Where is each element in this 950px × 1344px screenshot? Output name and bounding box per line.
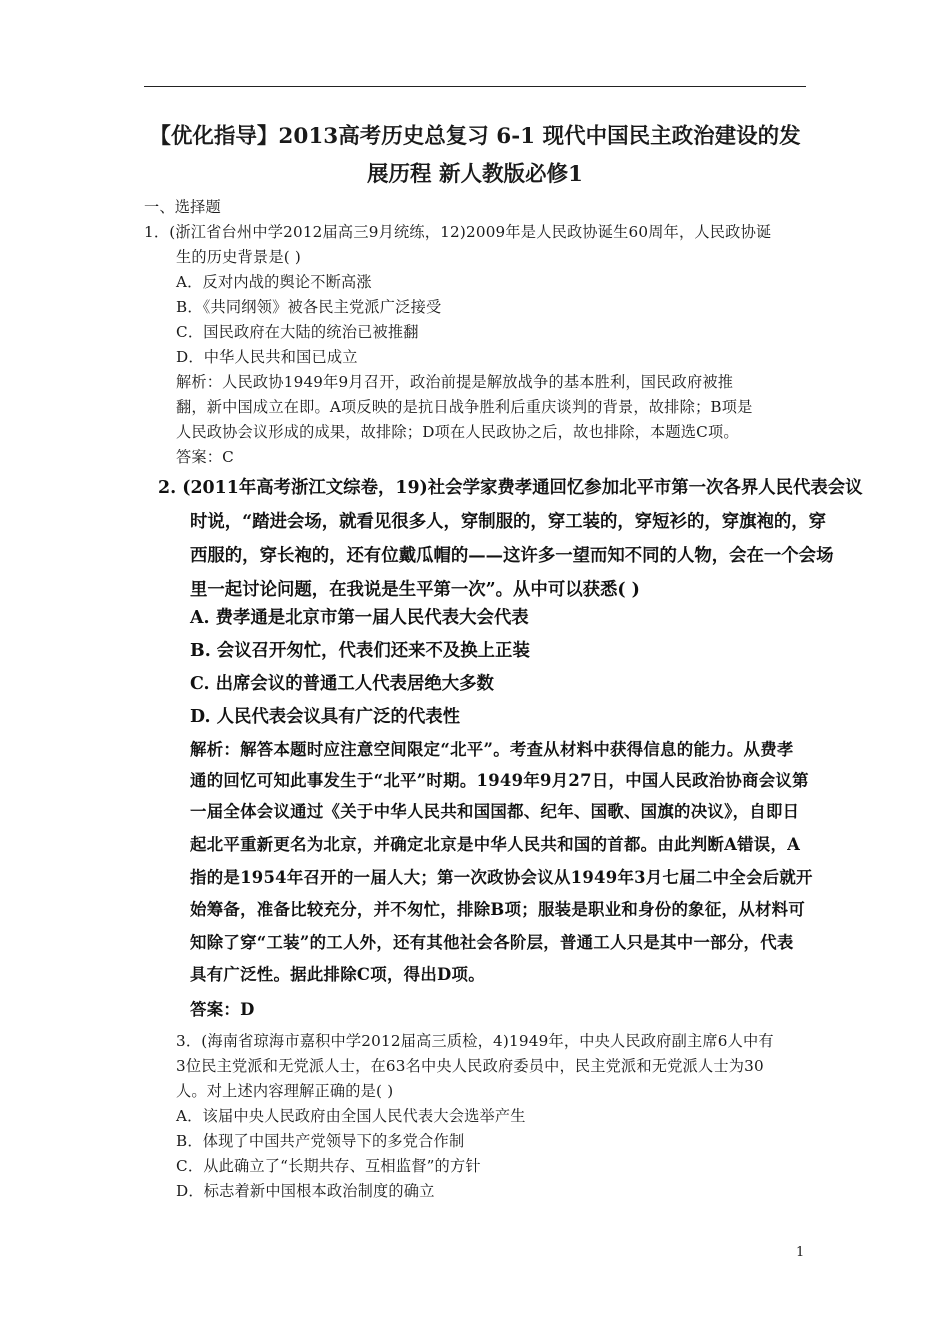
document-title-line2: 展历程 新人教版必修1 (367, 162, 583, 187)
q3-stem-line3: 人。对上述内容理解正确的是( ) (176, 1082, 394, 1100)
q3-stem-line2: 3位民主党派和无党派人士，在63名中央人民政府委员中，民主党派和无党派人士为30 (176, 1057, 764, 1075)
q2-analysis-line6: 始筹备，准备比较充分，并不匆忙，排除B项；服装是职业和身份的象征，从材料可 (190, 900, 806, 919)
q1-option-d: D．中华人民共和国已成立 (176, 348, 358, 366)
q2-analysis-line3: 一届全体会议通过《关于中华人民共和国国都、纪年、国歌、国旗的决议》，自即日 (190, 802, 800, 821)
q3-stem-line1: 3．(海南省琼海市嘉积中学2012届高三质检，4)1949年，中央人民政府副主席6人中有 (176, 1032, 774, 1050)
q1-analysis-line3: 人民政协会议形成的成果，故排除；D项在人民政协之后，故也排除，本题选C项。 (176, 423, 739, 441)
q3-option-a: A．该届中央人民政府由全国人民代表大会选举产生 (176, 1107, 526, 1125)
section-heading: 一、选择题 (144, 198, 221, 216)
q2-analysis-line7: 知除了穿“工装”的工人外，还有其他社会各阶层，普通工人只是其中一部分，代表 (190, 933, 794, 952)
q2-analysis-line8: 具有广泛性。据此排除C项，得出D项。 (190, 965, 485, 984)
q2-analysis-line4: 起北平重新更名为北京，并确定北京是中华人民共和国的首都。由此判断A错误，A (190, 835, 801, 854)
q1-option-a: A．反对内战的舆论不断高涨 (176, 273, 372, 291)
q1-option-c: C．国民政府在大陆的统治已被推翻 (176, 323, 419, 341)
q2-option-a: A. 费孝通是北京市第一届人民代表大会代表 (190, 608, 529, 628)
document-title-line1: 【优化指导】2013高考历史总复习 6-1 现代中国民主政治建设的发 (149, 124, 801, 149)
q3-option-c: C．从此确立了“长期共存、互相监督”的方针 (176, 1157, 481, 1175)
q1-stem-line2: 生的历史背景是( ) (176, 248, 301, 266)
q2-analysis-line2: 通的回忆可知此事发生于“北平”时期。1949年9月27日，中国人民政治协商会议第 (190, 771, 809, 790)
q2-option-d: D. 人民代表会议具有广泛的代表性 (190, 707, 461, 727)
q2-stem-line2: 时说，“踏进会场，就看见很多人，穿制服的，穿工装的，穿短衫的，穿旗袍的，穿 (190, 512, 827, 532)
q2-answer: 答案：D (190, 1000, 255, 1019)
page-number: 1 (796, 1245, 805, 1260)
q2-analysis-line1: 解析：解答本题时应注意空间限定“北平”。考查从材料中获得信息的能力。从费孝 (190, 740, 794, 759)
header-rule (144, 86, 806, 87)
q2-stem-line4: 里一起讨论问题，在我说是生平第一次”。从中可以获悉( ) (190, 580, 640, 600)
q2-option-b: B. 会议召开匆忙，代表们还来不及换上正装 (190, 641, 530, 661)
q2-stem-line3: 西服的，穿长袍的，还有位戴瓜帽的——这许多一望而知不同的人物，会在一个会场 (190, 546, 834, 566)
q1-stem-line1: 1．(浙江省台州中学2012届高三9月统练，12)2009年是人民政协诞生60周年，人民政协诞 (144, 223, 772, 241)
q2-analysis-line5: 指的是1954年召开的一届人大；第一次政协会议从1949年3月七届二中全会后就开 (190, 868, 813, 887)
q2-option-c: C. 出席会议的普通工人代表居绝大多数 (190, 674, 494, 694)
q1-analysis-line1: 解析：人民政协1949年9月召开，政治前提是解放战争的基本胜利，国民政府被推 (176, 373, 734, 391)
q1-option-b: B．《共同纲领》被各民主党派广泛接受 (176, 298, 442, 316)
q3-option-b: B．体现了中国共产党领导下的多党合作制 (176, 1132, 465, 1150)
q2-stem-line1: 2. (2011年高考浙江文综卷，19)社会学家费孝通回忆参加北平市第一次各界人民代表会议 (158, 478, 863, 498)
q3-option-d: D．标志着新中国根本政治制度的确立 (176, 1182, 435, 1200)
q1-analysis-line2: 翻，新中国成立在即。A项反映的是抗日战争胜利后重庆谈判的背景，故排除；B项是 (176, 398, 753, 416)
q1-answer: 答案：C (176, 448, 234, 466)
